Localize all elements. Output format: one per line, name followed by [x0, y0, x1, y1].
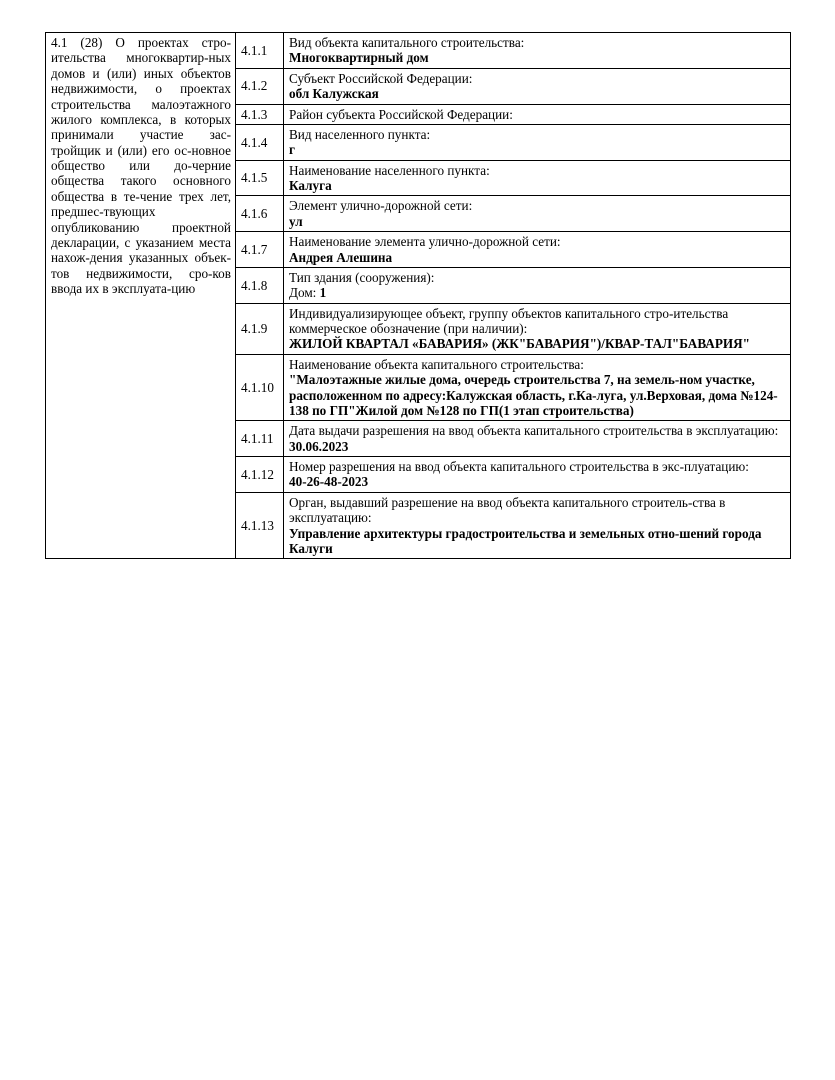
row-value: Калуга	[289, 178, 332, 193]
row-value: Многоквартирный дом	[289, 50, 429, 66]
row-value: 30.06.2023	[289, 438, 349, 454]
row-label: Субъект Российской Федерации:	[289, 70, 473, 86]
row-value: Управление архитектуры градостроительства и земельных отно-шений города Калуги	[289, 525, 762, 556]
row-number: 4.1.5	[236, 160, 284, 196]
row-label: Район субъекта Российской Федерации:	[289, 106, 513, 122]
row-label: Вид населенного пункта:	[289, 126, 431, 142]
row-number: 4.1.1	[236, 33, 284, 69]
row-label: Номер разрешения на ввод объекта капитального строительства в экс-плуатацию:	[289, 459, 749, 474]
row-value: Андрея Алешина	[289, 249, 393, 265]
row-content	[284, 104, 791, 124]
row-label: Элемент улично-дорожной сети:	[289, 198, 473, 214]
row-number: 4.1.4	[236, 124, 284, 160]
table-row	[46, 33, 791, 69]
row-content	[284, 492, 791, 559]
row-label: Наименование элемента улично-дорожной сети:	[289, 234, 561, 250]
row-number: 4.1.11	[236, 421, 284, 457]
row-number: 4.1.8	[236, 267, 284, 303]
row-number: 4.1.9	[236, 303, 284, 354]
row-content	[284, 354, 791, 421]
row-label: Индивидуализирующее объект, группу объектов капитального стро-ительства коммерческое обозначение (при наличии):	[289, 305, 729, 336]
row-content	[284, 33, 791, 69]
row-content	[284, 68, 791, 104]
row-value	[289, 285, 786, 300]
row-label: Наименование населенного пункта:	[289, 162, 490, 178]
declaration-table	[45, 32, 791, 559]
row-number: 4.1.3	[236, 104, 284, 124]
row-value: обл Калужская	[289, 86, 379, 102]
row-value-text: 1	[319, 285, 327, 301]
row-number: 4.1.7	[236, 232, 284, 268]
row-number: 4.1.13	[236, 492, 284, 559]
row-number: 4.1.6	[236, 196, 284, 232]
row-value-prefix: Дом:	[289, 285, 320, 301]
row-number: 4.1.2	[236, 68, 284, 104]
row-label: Орган, выдавший разрешение на ввод объекта капитального строитель-ства в эксплуатацию:	[289, 494, 726, 526]
row-label: Тип здания (сооружения):	[289, 269, 435, 285]
row-value: "Малоэтажные жилые дома, очередь строительства 7, на земель-ном участке, расположенном по адресу:Калужская область, г.Ка-луга, ул.Верховая, дома №124-138 по ГП"Жилой дом №128 по ГП(1 этап строительства)	[289, 372, 778, 418]
row-content	[284, 232, 791, 268]
row-value: г	[289, 142, 295, 158]
row-value: 40-26-48-2023	[289, 474, 369, 490]
row-label: Вид объекта капитального строительства:	[289, 35, 525, 50]
row-label: Дата выдачи разрешения на ввод объекта капитального строительства в эксплуатацию:	[289, 423, 779, 439]
row-number: 4.1.12	[236, 457, 284, 493]
row-content	[284, 196, 791, 232]
row-content	[284, 457, 791, 493]
row-content	[284, 267, 791, 303]
row-content	[284, 124, 791, 160]
row-content	[284, 421, 791, 457]
row-value: ЖИЛОЙ КВАРТАЛ «БАВАРИЯ» (ЖК"БАВАРИЯ")/КВАР-ТАЛ"БАВАРИЯ"	[289, 336, 750, 352]
row-number: 4.1.10	[236, 354, 284, 421]
section-description-cell: 4.1 (28) О проектах стро-ительства многоквартир-ных домов и (или) иных объектов недвижимости, о проектах строительства малоэтажного жилого комплекса, в которых принимали участие зас-тройщик и (или) его ос-новное общество или до-черние общества такого основного общества в те-чение трех лет, предшес-твующих опубликованию проектной декларации, с указанием места нахож-дения указанных объек-тов недвижимости, сро-ков ввода их в эксплуата-цию	[46, 33, 236, 559]
row-value: ул	[289, 213, 303, 229]
row-content	[284, 303, 791, 354]
row-label: Наименование объекта капитального строительства:	[289, 356, 584, 372]
row-content	[284, 160, 791, 196]
